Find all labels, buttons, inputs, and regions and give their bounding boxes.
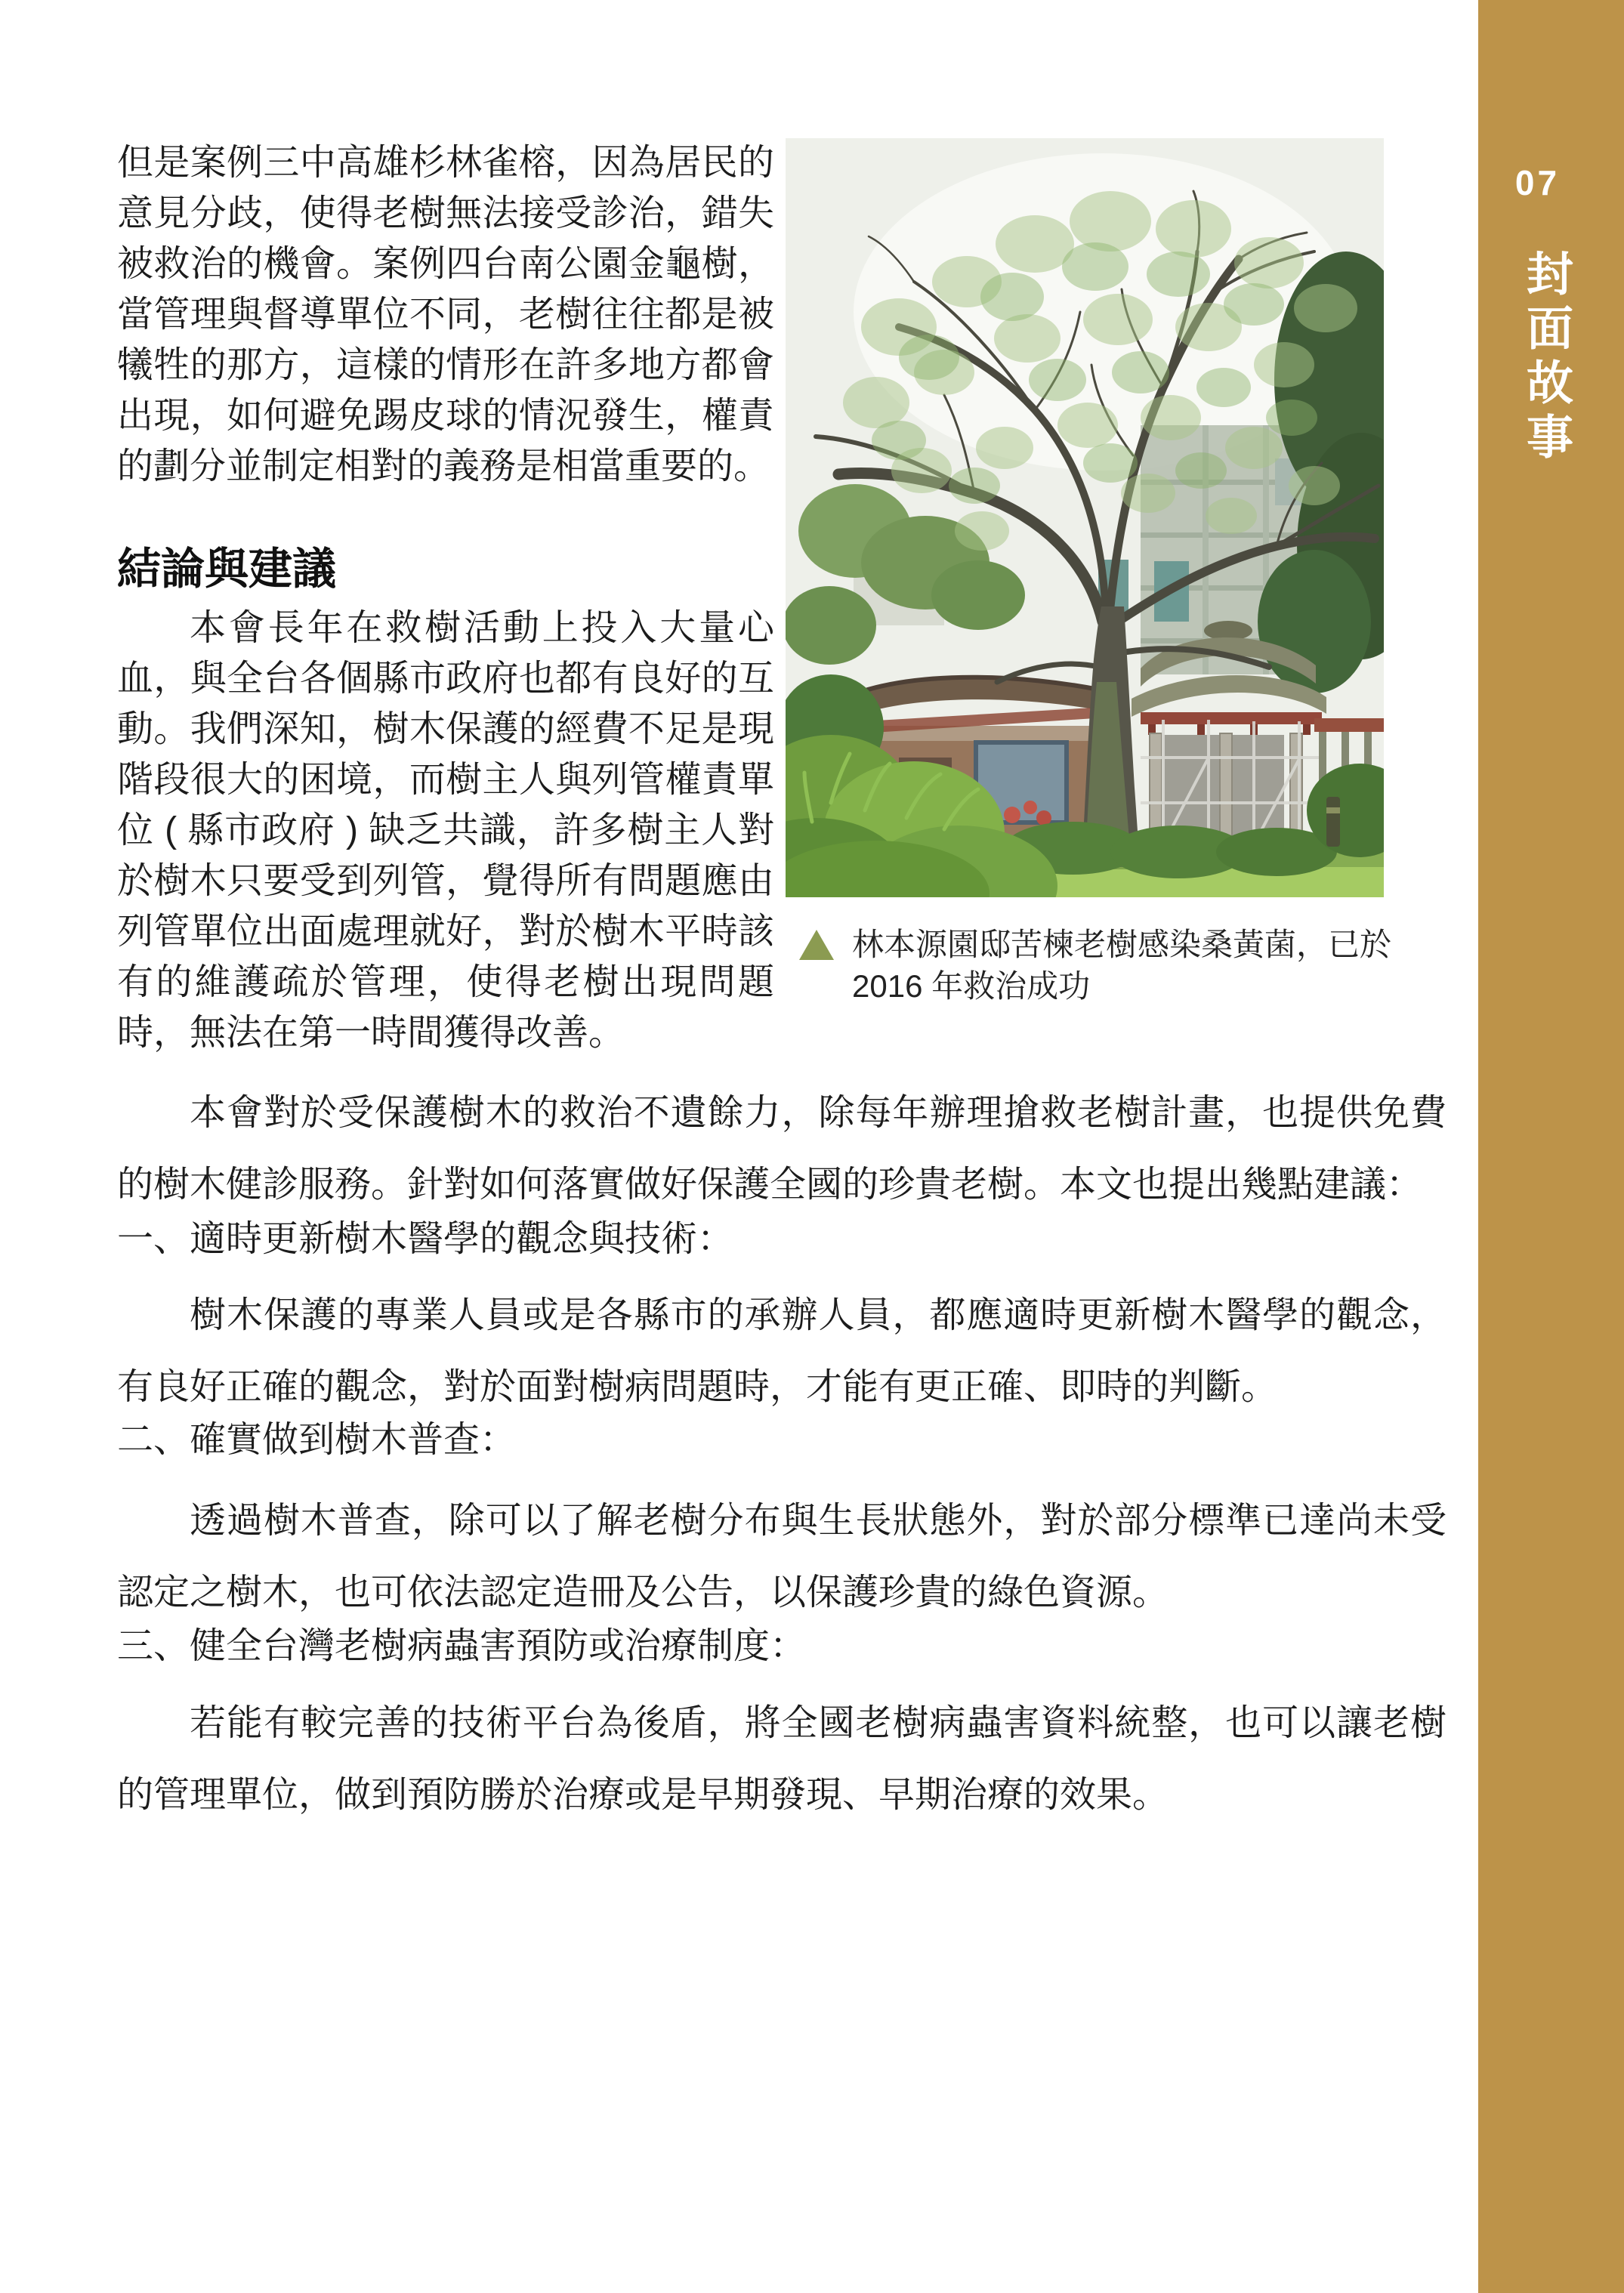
suggestion-3-heading: 三、健全台灣老樹病蟲害預防或治療制度： [117,1626,807,1666]
conclusion-paragraph: 本會長年在救樹活動上投入大量心血，與全台各個縣市政府也都有良好的互動。我們深知，樹木保護的經費不足是現階段很大的困境，而樹主人與列管權責單位 ( 縣市政府 ) 缺乏共識，許多樹主人對於樹木只要受到列管，覺得所有問題應由列管單位出面處理就好，對於樹木平時該有的維護疏於管理，使得老樹出現問題時，無法在第一時間獲得改善。 [117,608,774,1053]
suggestion-2-heading: 二、確實做到樹木普查： [117,1420,517,1460]
sidebar-vertical-title: 封面故事 [1519,249,1572,467]
caption-text [852,924,1391,1007]
caption-triangle-icon [799,930,834,960]
overview-paragraph: 本會對於受保護樹木的救治不遺餘力，除每年辦理搶救老樹計畫，也提供免費的樹木健診服務。針對如何落實做好保護全國的珍貴老樹。本文也提出幾點建議： [117,1093,1446,1205]
suggestion-2-body: 透過樹木普查，除可以了解老樹分布與生長狀態外，對於部分標準已達尚未受認定之樹木，也可依法認定造冊及公告，以保護珍貴的綠色資源。 [117,1501,1446,1613]
suggestion-3-body: 若能有較完善的技術平台為後盾，將全國老樹病蟲害資料統整，也可以讓老樹的管理單位，做到預防勝於治療或是早期發現、早期治療的效果。 [117,1703,1446,1815]
suggestion-1-heading: 一、適時更新樹木醫學的觀念與技術： [117,1219,734,1259]
caption-line-1: 林本源園邸苦楝老樹感染桑黃菌，已於 [852,927,1392,962]
photo-caption [799,924,1434,1007]
conclusion-heading: 結論與建議 [117,545,337,594]
page-number: 07 [1514,163,1561,202]
suggestion-1-body: 樹木保護的專業人員或是各縣市的承辦人員，都應適時更新樹木醫學的觀念，有良好正確的觀念，對於面對樹病問題時，才能有更正確、即時的判斷。 [117,1295,1446,1407]
sidebar [1478,0,1624,2293]
caption-line-2: 2016 年救治成功 [852,968,1091,1004]
old-tree-photo [786,138,1384,897]
intro-paragraph: 但是案例三中高雄杉林雀榕，因為居民的意見分歧，使得老樹無法接受診治，錯失被救治的機會。案例四台南公園金龜樹，當管理與督導單位不同，老樹往往都是被犧牲的那方，這樣的情形在許多地方都會出現，如何避免踢皮球的情況發生，權責的劃分並制定相對的義務是相當重要的。 [117,143,774,486]
